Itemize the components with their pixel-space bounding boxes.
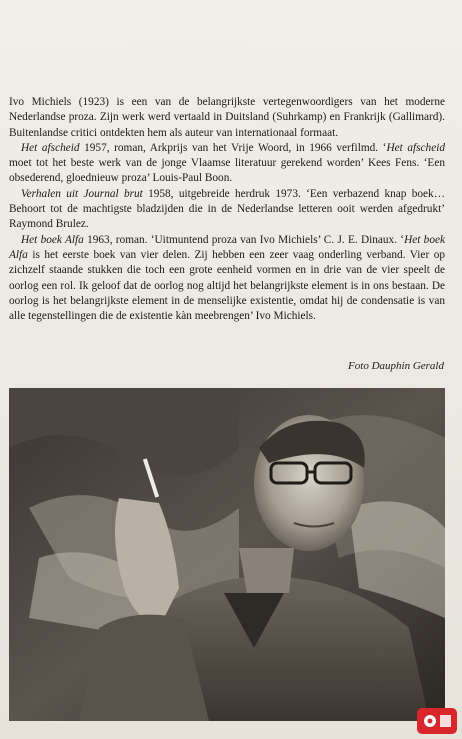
paragraph-intro: Ivo Michiels (1923) is een van de belangrijkste vertegenwoordigers van het moderne Nederlandse proza. Zijn werk werd vertaald in Duitsland (Suhrkamp) en Frankrijk (Gallimard). Buitenlandse critici ontdekten hem als auteur van internationaal formaat.: [9, 96, 445, 139]
book-title: Het afscheid: [21, 141, 80, 154]
author-photo: [9, 388, 445, 721]
book-title: Het afscheid: [386, 141, 445, 154]
book-title: Het boek Alfa: [21, 233, 84, 246]
blurb-text: [9, 95, 445, 324]
book-title: Het boek Alfa: [9, 233, 445, 261]
photo-credit: Foto Dauphin Gerald: [348, 360, 444, 372]
paragraph-journal-brut: Verhalen uit Journal brut 1958, uitgebreide herdruk 1973. ‘Een verbazend knap boek… Behoort tot de machtigste bladzijden die in de Nederlandse letteren ooit werden afgedrukt’ Raymond Brulez.: [9, 187, 445, 231]
book-title: Verhalen uit Journal brut: [21, 187, 143, 200]
lastdodo-watermark-icon: [416, 707, 458, 735]
paragraph-boek-alfa: Het boek Alfa 1963, roman. ‘Uitmuntend proza van Ivo Michiels’ C. J. E. Dinaux. ‘Het boek Alfa is het eerste boek van vier delen. Zij hebben een zeer vaag onderling verband. Vier op zichzelf staande stukken die toch een grote eenheid vormen en in drie van de vier speelt de oorlog een rol. Ik geloof dat de oorlog nog altijd het belangrijkste element is in ons bestaan. De oorlog is het belangrijkste element in de menselijke existentie, omdat hij de condensatie is van alle tegenstellingen die de existentie kàn meebrengen’ Ivo Michiels.: [9, 233, 445, 323]
paragraph-het-afscheid: Het afscheid 1957, roman, Arkprijs van het Vrije Woord, in 1966 verfilmd. ‘Het afscheid moet tot het beste werk van de jonge Vlaamse literatuur gerekend worden’ Kees Fens. ‘Een obsederend, gloednieuw proza’ Louis-Paul Boon.: [9, 141, 445, 185]
